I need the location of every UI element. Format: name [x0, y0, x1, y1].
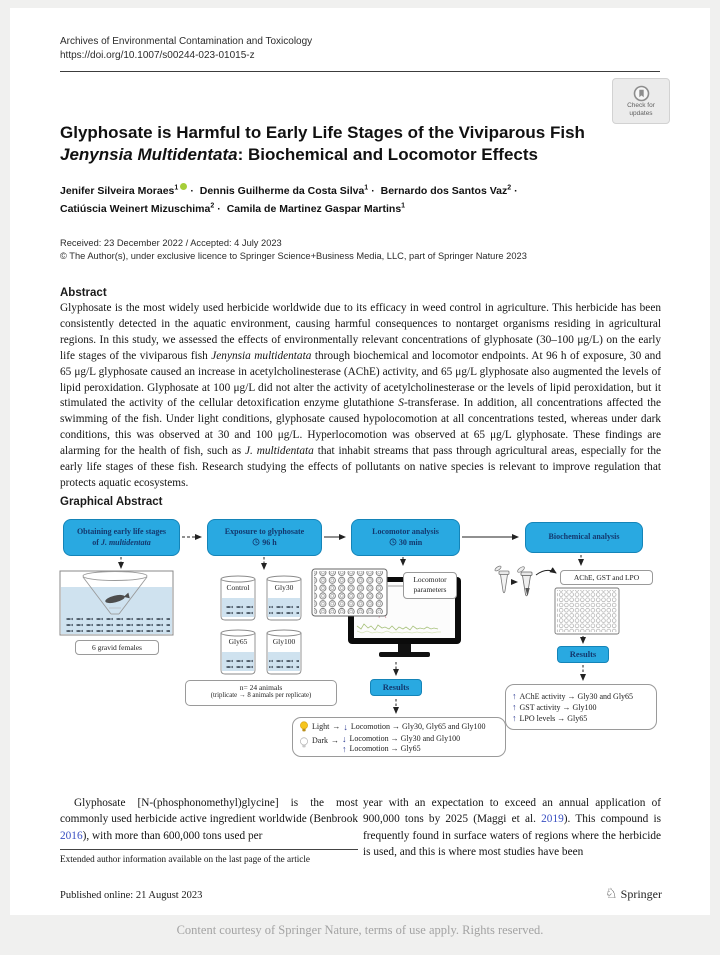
courtesy-notice: Content courtesy of Springer Nature, terms of use apply. Rights reserved.	[176, 923, 544, 937]
journal-name: Archives of Environmental Contamination and Toxicology	[60, 36, 313, 47]
copyright-line: © The Author(s), under exclusive licence to Springer Science+Business Media, LLC, part of Springer Nature 2023	[60, 251, 527, 261]
fish-tank-icon	[60, 571, 173, 635]
header-rule	[60, 71, 660, 72]
article-title	[60, 122, 660, 166]
orcid-icon[interactable]	[180, 183, 187, 190]
microtube-icons	[494, 565, 556, 596]
body-column-right	[363, 795, 661, 861]
citation-link-maggi[interactable]: 2019	[541, 813, 564, 826]
biochemical-results-box: ↑ AChE activity → Gly30 and Gly65 ↑ GST activity → Gly100 ↑ LPO levels → Gly65	[505, 684, 657, 730]
graphical-abstract	[55, 514, 670, 787]
dark-result-row: Dark → ↓ Locomotion → Gly30 and Gly100 ↑ Locomotion → Gly65	[299, 734, 499, 754]
author-5: Camila de Martinez Gaspar Martins$^1$	[226, 202, 406, 215]
clock-icon	[389, 538, 397, 546]
ga-step-exposure: Exposure to glyphosate 96 h	[207, 519, 322, 556]
author-list: Jenifer Silveira Moraes$^1$ · Dennis Guilherme da Costa Silva$^1$ · Bernardo dos Santos Vaz$^2$ · Catiúscia Weinert Mizuschima$^2$ · Camila de Martinez Gaspar Martins$^1$	[60, 184, 518, 215]
ga-step-obtaining: Obtaining early life stages of J. multidentata	[63, 519, 180, 556]
check-for-updates-badge[interactable]	[612, 78, 670, 124]
locomotor-results-box	[292, 717, 506, 757]
author-info-footnote: Extended author information available on the last page of the article	[60, 854, 311, 865]
beaker-label-gly65: Gly65	[228, 637, 248, 646]
light-result-row: Light → ↓ Locomotion → Gly30, Gly65 and Gly100	[299, 721, 499, 733]
sample-size-note: n= 24 animals (triplicate → 8 animals per replicate)	[185, 680, 337, 706]
body-column-left	[60, 795, 358, 865]
citation-link-benbrook[interactable]: 2016	[60, 829, 83, 842]
graphical-abstract-heading: Graphical Abstract	[60, 496, 163, 508]
assay-label: AChE, GST and LPO	[560, 570, 653, 585]
beaker-label-gly30: Gly30	[274, 583, 294, 592]
author-3: Bernardo dos Santos Vaz$^2$	[380, 184, 512, 197]
author-4: Catiúscia Weinert Mizuschima$^2$	[60, 202, 215, 215]
check-updates-icon	[633, 85, 650, 102]
ga-step-locomotor: Locomotor analysis 30 min	[351, 519, 460, 556]
article-meta	[60, 237, 660, 263]
gravid-females-label: 6 gravid females	[75, 640, 159, 655]
published-online: Published online: 21 August 2023	[60, 890, 203, 901]
title-line2: Jenynsia Multidentata: Biochemical and Locomotor Effects	[60, 145, 538, 164]
lightbulb-on-icon	[299, 721, 309, 733]
lightbulb-off-icon	[299, 737, 309, 749]
title-line1: Glyphosate is Harmful to Early Life Stages of the Viviparous Fish	[60, 123, 585, 142]
springer-logo: ♘ Springer	[605, 886, 662, 902]
microplate-icon	[555, 588, 619, 634]
locomotor-parameters-label: Locomotor parameters	[403, 572, 457, 599]
footnote-rule	[60, 849, 358, 850]
wellplate-icon	[312, 569, 387, 616]
author-1: Jenifer Silveira Moraes$^1$	[60, 185, 187, 197]
ga-step-biochemical: Biochemical analysis	[525, 522, 643, 553]
doi-link[interactable]: https://doi.org/10.1007/s00244-023-01015-z	[60, 50, 255, 61]
beaker-label-control: Control	[226, 583, 250, 592]
abstract-heading: Abstract	[60, 287, 107, 299]
results-box-locomotor: Results	[370, 679, 422, 696]
intro-paragraph-right: year with an expectation to exceed an annual application of 900,000 tons by 2025 (Maggi et al. 2019). This compound is frequently found in surface waters of regions where the herbicide is used, and this is where most studies have been	[363, 797, 662, 859]
abstract-text: Glyphosate is the most widely used herbicide worldwide due to its efficacy in weed control in agriculture. This herbicide has been consistently detected in the aquatic environment, causing harmful consequences to nontarget organisms residing in agricultural regions. In this study, we assessed the effects of environmentally relevant concentrations of glyphosate (30–100 μg/L) on the early life stages of the viviparous fish Jenynsia multidentata through biochemical and locomotor endpoints. At 96 h of exposure, 30 and 65 μg/L glyphosate caused an increase in acetylcholinesterase (AChE) activity, and 65 μg/L glyphosate also augmented the levels of lipid peroxidation. Glyphosate at 100 μg/L did not alter the activity of acetylcholinesterase or the levels of lipid peroxidation, but it stimulated the activity of the cellular detoxification enzyme glutathione S-transferase. In addition, all concentrations affected the swimming of the fish. Under light conditions, glyphosate caused hypolocomotion at all concentrations tested, whereas under dark conditions, this was observed at 30 and 100 μg/L. Hyperlocomotion was observed at 65 μg/L glyphosate. These findings are alarming for the health of fish, such as J. multidentata that inhabit streams that pass through agricultural areas, especially for the early life stages of these fish. Research studying the effects of pollutants on native species is relevant to improve regulation that protects aquatic ecosystems.	[60, 302, 662, 489]
received-accepted: Received: 23 December 2022 / Accepted: 4 July 2023	[60, 238, 282, 248]
intro-paragraph-left: Glyphosate [N-(phosphonomethyl)glycine] is the most commonly used herbicide active ingredient worldwide (Benbrook 2016), with more than 600,000 tons used per	[60, 797, 358, 842]
clock-icon	[252, 538, 260, 546]
springer-knight-icon: ♘	[605, 886, 618, 902]
results-box-biochemical: Results	[557, 646, 609, 663]
author-2: Dennis Guilherme da Costa Silva$^1$	[199, 184, 369, 197]
beaker-label-gly100: Gly100	[272, 637, 296, 646]
check-updates-label: Check for updates	[627, 102, 655, 117]
